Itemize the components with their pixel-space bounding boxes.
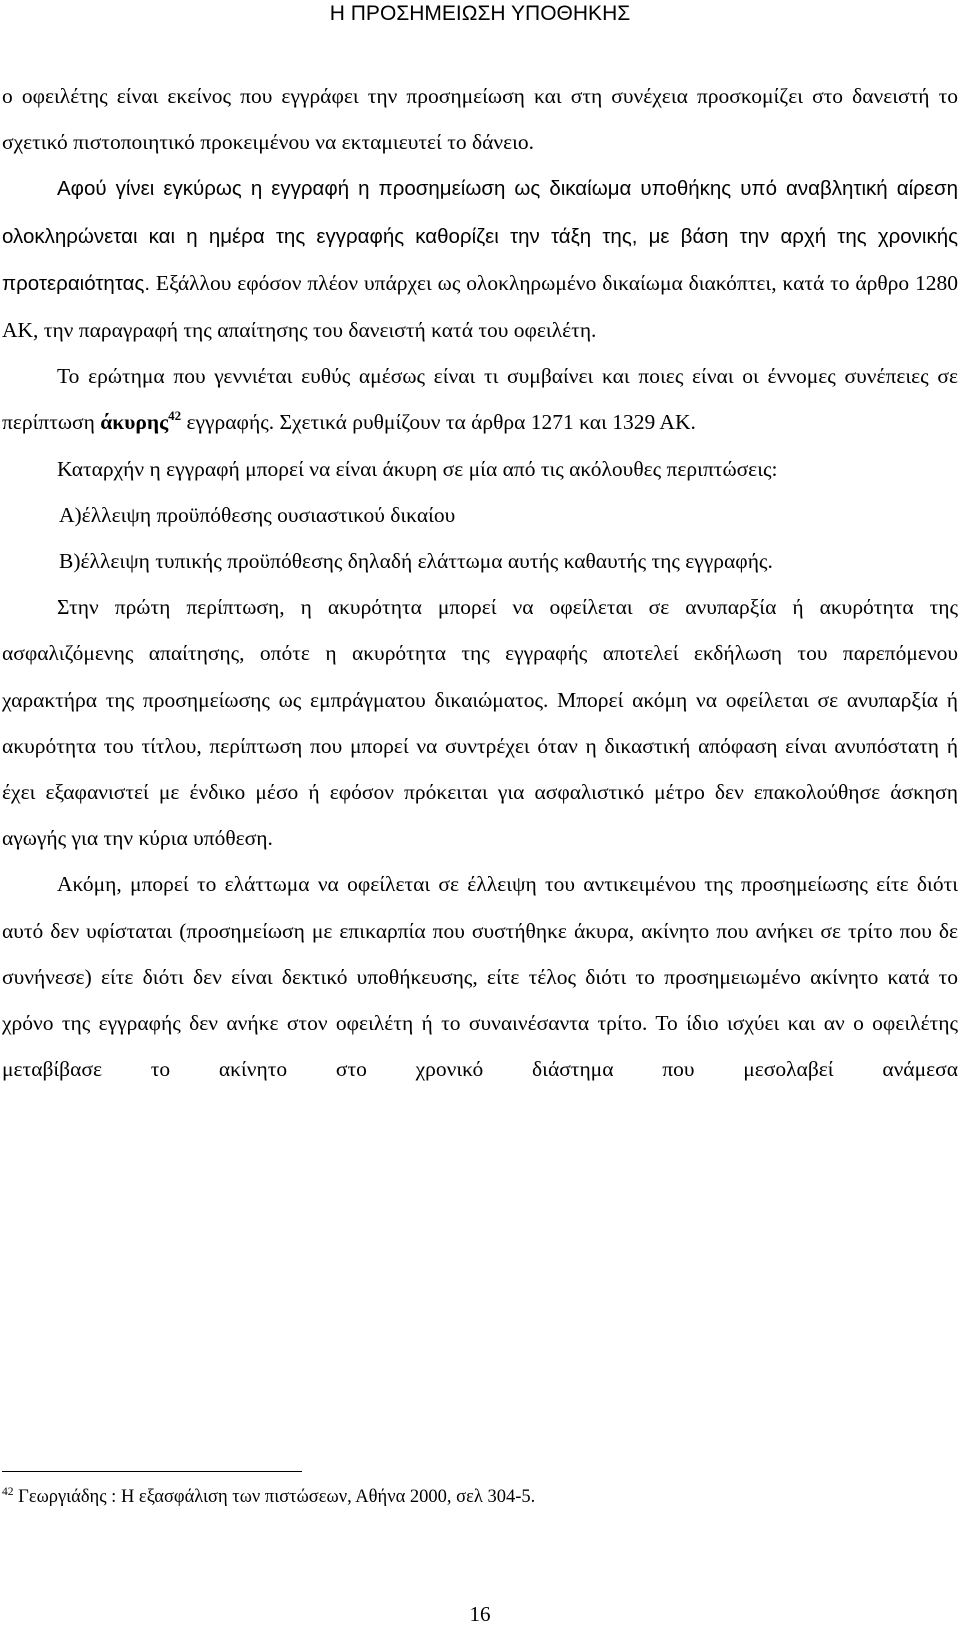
paragraph-object-defect: Ακόμη, μπορεί το ελάττωμα να οφείλεται σε έλλειψη του αντικειμένου της προσημείωσης είτε διότι αυτό δεν υφίσταται (προσημείωση με επικαρπία που συστήθηκε άκυρα, ακίνητο που ανήκει σε τρίτο που δε συνήνεσε) είτε διότι δεν είναι δεκτικό υποθήκευσης, είτε τέλος διότι το προσημειωμένο ακίνητο κατά το χρόνο της εγγραφής δεν ανήκε στον οφειλέτη ή το συναινέσαντα τρίτο. Το ίδιο ισχύει και αν ο οφειλέτης μεταβίβασε το ακίνητο στο χρονικό διάστημα που μεσολαβεί ανάμεσα	[2, 872, 958, 1082]
page-number: 16	[469, 1602, 491, 1626]
footnote-reference[interactable]: 42	[168, 408, 182, 424]
list-item-a: Α)έλλειψη προϋπόθεσης ουσιαστικού δικαίου	[59, 502, 456, 527]
body-text	[2, 73, 958, 1092]
question-text-before: Το ερώτημα που γεννιέται ευθύς αμέσως είναι τι συμβαίνει και ποιες είναι οι έννομες συνέπειες σε περίπτωση	[2, 364, 958, 435]
footnote-text: Γεωργιάδης : Η εξασφάλιση των πιστώσεων, Αθήνα 2000, σελ 304-5.	[13, 1487, 536, 1507]
footnote-number: 42	[2, 1486, 14, 1498]
bold-term: άκυρης	[100, 410, 169, 435]
paragraph-serif-segment: Εξάλλου εφόσον πλέον υπάρχει ως ολοκληρωμένο δικαίωμα διακόπτει, κατά το άρθρο 1280 ΑΚ, την παραγραφή της απαίτησης του δανειστή κατά του οφειλέτη.	[2, 270, 958, 343]
footnote	[2, 1484, 952, 1510]
list-item-b: Β)έλλειψη τυπικής προϋπόθεσης δηλαδή ελάττωμα αυτής καθαυτής της εγγραφής.	[59, 549, 773, 574]
paragraph-registration-validity	[2, 165, 958, 353]
paragraph-cases-intro: Καταρχήν η εγγραφή μπορεί να είναι άκυρη σε μία από τις ακόλουθες περιπτώσεις:	[57, 456, 778, 481]
question-text-after: εγγραφής. Σχετικά ρυθμίζουν τα άρθρα 1271 και 1329 ΑΚ.	[181, 410, 696, 435]
paragraph-invalid-registration-question	[2, 353, 958, 445]
paragraph-first-case: Στην πρώτη περίπτωση, η ακυρότητα μπορεί να οφείλεται σε ανυπαρξία ή ακυρότητα της ασφαλιζόμενης απαίτησης, οπότε η ακυρότητα της εγγραφής αποτελεί εκδήλωση του παρεπόμενου χαρακτήρα της προσημείωσης ως εμπράγματου δικαιώματος. Μπορεί ακόμη να οφείλεται σε ανυπαρξία ή ακυρότητα του τίτλου, περίπτωση που μπορεί να συντρέχει όταν η δικαστική απόφαση είναι ανυπόστατη ή έχει εξαφανιστεί με ένδικο μέσο ή εφόσον πρόκειται για ασφαλιστικό μέτρο δεν επακολούθησε άσκηση αγωγής για την κύρια υπόθεση.	[2, 595, 958, 851]
paragraph-sans-segment: Αφού γίνει εγκύρως η εγγραφή η προσημείωση ως δικαίωμα υποθήκης υπό αναβλητική αίρεση ολοκληρώνεται και η ημέρα της εγγραφής καθορίζει την τάξη της, με βάση την αρχή της χρονικής προτεραιότητας.	[2, 177, 958, 295]
footnote-separator	[2, 1471, 302, 1472]
running-header: Η ΠΡΟΣΗΜΕΙΩΣΗ ΥΠΟΘΗΚΗΣ	[329, 2, 631, 25]
paragraph-continuation: ο οφειλέτης είναι εκείνος που εγγράφει την προσημείωση και στη συνέχεια προσκομίζει στο δανειστή το σχετικό πιστοποιητικό προκειμένου να εκταμιευτεί το δάνειο.	[2, 84, 958, 155]
